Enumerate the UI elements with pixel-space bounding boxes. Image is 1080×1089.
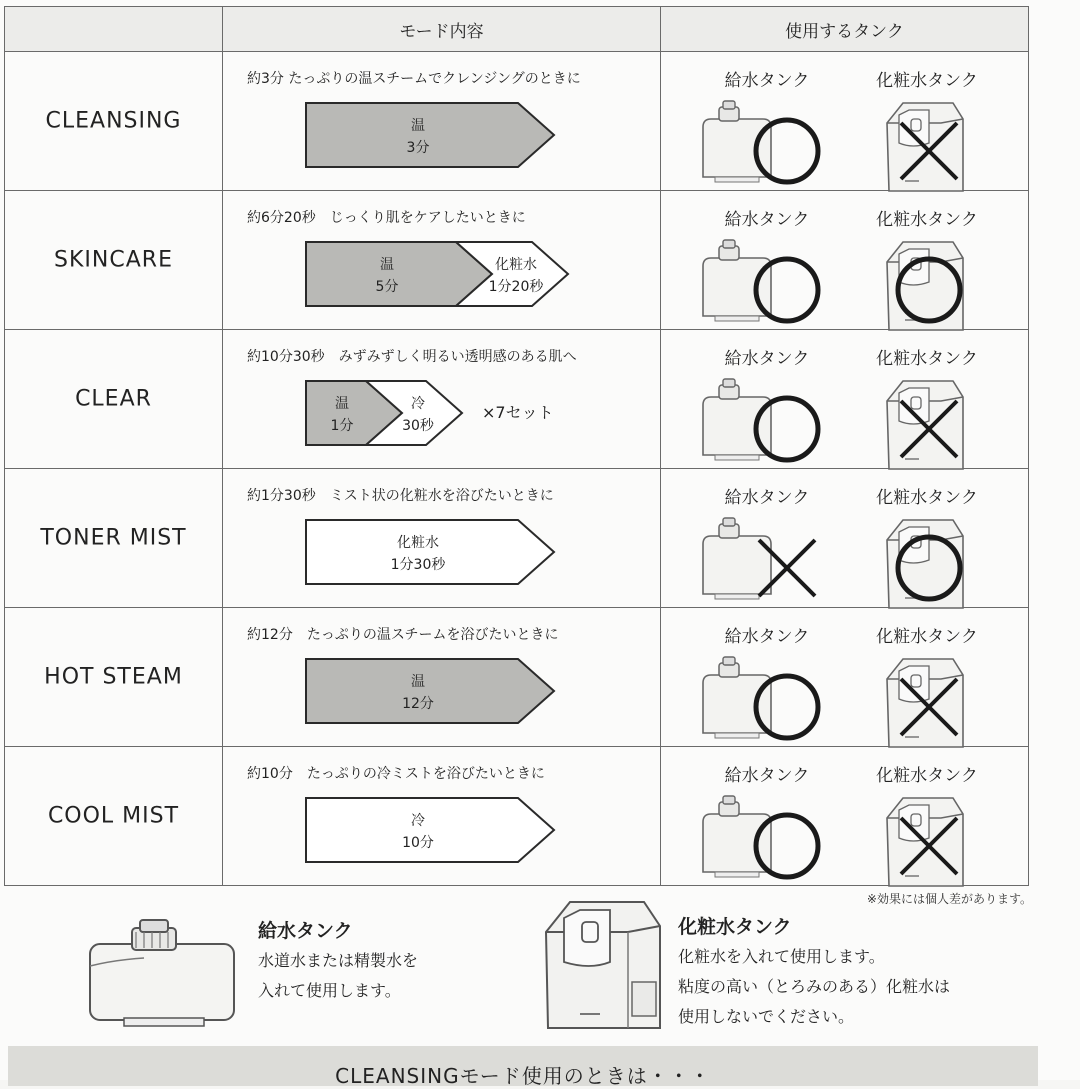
toner-tank-status [857,66,997,187]
legend-toner-line1: 化粧水を入れて使用します。 [678,947,885,966]
mode-row [5,52,1029,191]
circle-mark-icon [857,514,997,604]
tank-cell [661,747,1029,886]
mode-description: 約10分30秒 みずみずしく明るい透明感のある肌へ [247,349,577,365]
legend-toner-line2: 粘度の高い（とろみのある）化粧水は [678,977,951,996]
legend-water-desc [258,946,418,1006]
toner-tank-label: 化粧水タンク [876,627,978,647]
timeline-step-duration: 12分 [402,696,434,712]
tank-cell [661,608,1029,747]
timeline-step [306,103,554,167]
legend-water-title: 給水タンク [258,920,353,942]
timeline-step [306,798,554,862]
legend-toner-title: 化粧水タンク [678,916,792,938]
timeline-step [306,242,492,306]
toner-tank-label: 化粧水タンク [876,210,978,230]
legend-toner-desc [678,942,950,1032]
mode-timeline [305,241,572,309]
mode-description: 約1分30秒 ミスト状の化粧水を浴びたいときに [247,488,554,504]
mode-timeline [305,658,558,726]
mode-content-cell [223,52,661,191]
timeline-step-duration: 1分30秒 [390,557,446,573]
timeline-step-duration: 1分20秒 [488,279,544,295]
legend-toner-tank-icon [540,892,664,1046]
tank-cell [661,330,1029,469]
timeline-step [306,520,554,584]
toner-tank-label: 化粧水タンク [876,766,978,786]
timeline-step-duration: 3分 [406,140,430,156]
timeline-step-label: 温 [380,257,394,273]
toner-tank-label: 化粧水タンク [876,488,978,508]
repeat-count: ×7セット [482,403,554,422]
cross-mark-icon [857,792,997,882]
disclaimer-note: ※効果には個人差があります。 [866,892,1032,906]
mode-content-cell [223,747,661,886]
timeline-step-label: 温 [411,674,425,690]
water-tank-label: 給水タンク [724,627,810,647]
mode-name-cell [5,608,223,747]
mode-description: 約6分20秒 じっくり肌をケアしたいときに [247,210,526,226]
timeline-step-label: 化粧水 [495,257,537,273]
timeline-step-duration: 30秒 [402,418,434,434]
mode-timeline [305,380,466,448]
header-mode-content: モード内容 [223,7,661,52]
mode-name: COOL MIST [47,803,180,829]
water-tank-label: 給水タンク [724,349,810,369]
mode-name: CLEAR [75,386,152,412]
toner-tank-label: 化粧水タンク [876,71,978,91]
mode-content-cell [223,330,661,469]
toner-tank-label: 化粧水タンク [876,349,978,369]
mode-name-cell [5,52,223,191]
toner-tank-status [857,622,997,743]
mode-name-cell [5,191,223,330]
mode-name: TONER MIST [40,525,187,551]
timeline-step-label: 温 [335,396,349,412]
mode-name: SKINCARE [54,247,173,273]
cross-mark-icon [857,375,997,465]
timeline-step [306,659,554,723]
mode-name-cell [5,469,223,608]
mode-timeline [305,797,558,865]
tank-cell [661,52,1029,191]
legend-water-line2: 入れて使用します。 [258,981,401,1000]
mode-name: CLEANSING [45,108,182,134]
timeline-step-label: 冷 [411,813,425,829]
timeline-step-duration: 10分 [402,835,434,851]
toner-tank-status [857,205,997,326]
header-blank [5,7,223,52]
toner-tank-status [857,483,997,604]
mode-row [5,469,1029,608]
mode-description: 約10分 たっぷりの冷ミストを浴びたいときに [247,766,545,782]
cross-mark-icon [857,97,997,187]
mode-table [4,6,1029,886]
toner-tank-status [857,344,997,465]
legend-water-line1: 水道水または精製水を [258,951,419,970]
mode-description: 約3分 たっぷりの温スチームでクレンジングのときに [247,71,581,87]
cleansing-mode-banner-text: CLEANSINGモード使用のときは・・・ [335,1064,711,1088]
timeline-step-label: 温 [411,118,425,134]
mode-content-cell [223,608,661,747]
water-tank-label: 給水タンク [724,488,810,508]
mode-row [5,330,1029,469]
cross-mark-icon [857,653,997,743]
mode-timeline [305,102,558,170]
mode-name: HOT STEAM [44,664,183,690]
circle-mark-icon [857,236,997,326]
toner-tank-status [857,761,997,882]
timeline-step-duration: 1分 [330,418,354,434]
mode-content-cell [223,469,661,608]
water-tank-label: 給水タンク [724,766,810,786]
header-tank-used: 使用するタンク [661,7,1029,52]
water-tank-label: 給水タンク [724,210,810,230]
cleansing-mode-banner [8,1046,1038,1086]
mode-name-cell [5,747,223,886]
mode-row [5,608,1029,747]
legend-water-tank-icon [84,918,244,1034]
timeline-step-label: 化粧水 [397,535,439,551]
mode-description: 約12分 たっぷりの温スチームを浴びたいときに [247,627,559,643]
legend-toner-line3: 使用しないでください。 [678,1007,855,1026]
timeline-step-duration: 5分 [375,279,399,295]
mode-row [5,191,1029,330]
water-tank-label: 給水タンク [724,71,810,91]
tank-cell [661,191,1029,330]
timeline-step-label: 冷 [411,396,425,412]
mode-row [5,747,1029,886]
tank-cell [661,469,1029,608]
mode-name-cell [5,330,223,469]
mode-content-cell [223,191,661,330]
mode-timeline [305,519,558,587]
